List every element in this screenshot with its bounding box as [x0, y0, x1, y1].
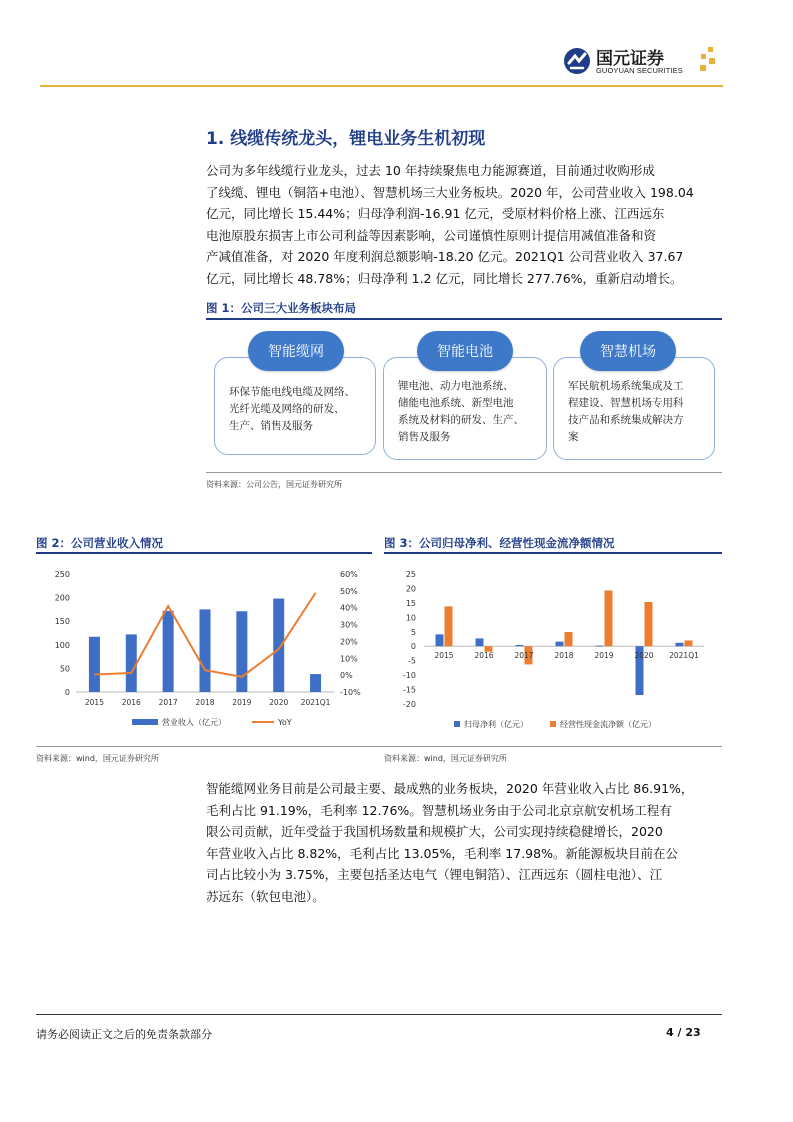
revenue-bar — [126, 634, 137, 692]
net-profit-bar — [596, 646, 604, 647]
segment-desc-line: 销售及服务 — [398, 431, 451, 443]
cashflow-bar — [685, 640, 693, 646]
x-tick-label: 2018 — [195, 698, 215, 707]
logo-subtitle: GUOYUAN SECURITIES — [596, 66, 683, 75]
profit-cashflow-chart — [384, 560, 722, 740]
legend-swatch-cashflow — [550, 721, 556, 727]
y-tick-label: -20 — [402, 700, 416, 709]
figure1-source: 资料来源：公司公告，国元证券研究所 — [206, 480, 342, 489]
net-profit-bar — [436, 634, 444, 646]
segment-pill-airport: 智慧机场 — [580, 331, 676, 371]
x-tick-label: 2018 — [554, 651, 574, 661]
x-tick-label: 2021Q1 — [669, 651, 699, 661]
logo-emblem-icon — [562, 46, 592, 76]
y-left-tick-label: 100 — [54, 640, 70, 650]
x-tick-label: 2020 — [634, 651, 654, 661]
y-right-tick-label: 30% — [340, 620, 358, 630]
y-tick-label: -5 — [408, 656, 416, 666]
y-left-tick-label: 200 — [54, 593, 70, 603]
x-tick-label: 2021Q1 — [300, 698, 331, 707]
segment-desc-line: 技产品和系统集成解决方 — [568, 414, 684, 426]
x-tick-label: 2016 — [121, 698, 141, 707]
legend-swatch-net-profit — [454, 721, 460, 727]
figure1-rule — [206, 318, 722, 320]
segment-desc-line: 军民航机场系统集成及工 — [568, 380, 684, 392]
y-tick-label: 15 — [405, 598, 416, 608]
footer-rule — [36, 1014, 722, 1015]
figure2-title: 图 2：公司营业收入情况 — [36, 536, 164, 550]
figure1-bottom-rule — [206, 472, 722, 473]
header-rule — [40, 85, 723, 87]
intro-line: 产减值准备，对 2020 年度利润总额影响-18.20 亿元。2021Q1 公司营业收入 37.67 — [206, 249, 684, 264]
y-right-tick-label: 60% — [340, 570, 358, 579]
figure2-rule — [36, 552, 372, 554]
y-tick-label: -10 — [402, 671, 416, 681]
x-tick-label: 2020 — [269, 698, 289, 707]
revenue-bar — [89, 637, 100, 692]
segment-desc-line: 储能电池系统、新型电池 — [398, 397, 514, 409]
y-left-tick-label: 250 — [54, 570, 70, 579]
y-tick-label: 25 — [405, 570, 416, 579]
net-profit-bar — [676, 643, 684, 646]
header-logo — [562, 44, 722, 80]
revenue-bar — [200, 609, 211, 692]
intro-line: 亿元，同比增长 15.44%；归母净利润-16.91 亿元，受原材料价格上涨、江西远东 — [206, 206, 665, 221]
x-tick-label: 2017 — [158, 698, 178, 707]
net-profit-bar — [516, 645, 524, 646]
segment-box-battery — [383, 357, 547, 460]
figures-bottom-rule — [36, 746, 722, 747]
revenue-bar — [236, 611, 247, 692]
segment-box-airport — [553, 357, 715, 460]
legend-label-cashflow: 经营性现金流净额（亿元） — [560, 720, 656, 729]
segment-desc-line: 环保节能电线电缆及网络、 — [229, 386, 355, 398]
segment-desc-line: 光纤光缆及网络的研发、 — [229, 403, 345, 415]
cashflow-bar — [645, 602, 653, 646]
segment-desc-line: 锂电池、动力电池系统、 — [398, 380, 514, 392]
y-right-tick-label: 50% — [340, 586, 358, 596]
segment-desc-line: 案 — [568, 431, 579, 443]
y-right-tick-label: 10% — [340, 654, 358, 664]
y-tick-label: 20 — [405, 584, 416, 594]
y-tick-label: 10 — [405, 613, 416, 623]
body-line: 年营业收入占比 8.82%，毛利占比 13.05%，毛利率 17.98%。新能源板块目前在公 — [206, 845, 678, 861]
cashflow-bar — [445, 606, 453, 646]
section-title: 1. 线缆传统龙头，锂电业务生机初现 — [206, 129, 486, 149]
segment-pill-cable: 智能缆网 — [248, 331, 344, 371]
y-left-tick-label: 0 — [64, 688, 70, 697]
segment-desc-line: 程建设、智慧机场专用科 — [568, 397, 684, 409]
y-tick-label: 5 — [410, 627, 416, 637]
body-line: 毛利占比 91.19%，毛利率 12.76%。智慧机场业务由于公司北京京航安机场工程有 — [206, 802, 672, 818]
body-line: 智能缆网业务目前是公司最主要、最成熟的业务板块，2020 年营业收入占比 86.91%， — [206, 781, 694, 796]
body-line: 苏远东（软包电池）。 — [206, 888, 325, 904]
revenue-bar — [310, 674, 321, 692]
net-profit-bar — [476, 638, 484, 646]
y-tick-label: 0 — [410, 642, 416, 652]
y-left-tick-label: 150 — [54, 617, 70, 627]
revenue-chart — [36, 560, 372, 740]
y-right-tick-label: 0% — [340, 671, 353, 681]
intro-line: 电池原股东损害上市公司利益等因素影响，公司谨慎性原则计提信用减值准备和资 — [206, 227, 657, 243]
cashflow-bar — [565, 632, 573, 646]
body-line: 司占比较小为 3.75%，主要包括圣达电气（锂电铜箔）、江西远东（圆柱电池）、江 — [206, 867, 663, 882]
intro-line: 公司为多年线缆行业龙头，过去 10 年持续聚焦电力能源赛道，目前通过收购形成 — [206, 163, 655, 178]
page-number: 4 / 23 — [666, 1026, 701, 1039]
logo-accent-squares-icon — [698, 47, 718, 75]
figure3-rule — [384, 552, 722, 554]
footer-disclaimer: 请务必阅读正文之后的免责条款部分 — [36, 1028, 212, 1041]
x-tick-label: 2015 — [434, 651, 454, 661]
x-tick-label: 2015 — [84, 698, 104, 707]
revenue-bar — [273, 599, 284, 692]
y-right-tick-label: 40% — [340, 603, 358, 613]
net-profit-bar — [556, 642, 564, 647]
figure3-title: 图 3：公司归母净利、经营性现金流净额情况 — [384, 536, 615, 550]
body-line: 限公司贡献，近年受益于我国机场数量和规模扩大，公司实现持续稳健增长，2020 — [206, 824, 663, 839]
y-left-tick-label: 50 — [59, 664, 70, 674]
figure3-source: 资料来源：wind，国元证券研究所 — [384, 754, 507, 763]
intro-line: 亿元，同比增长 48.78%；归母净利 1.2 亿元，同比增长 277.76%，重新启动增长。 — [206, 270, 683, 286]
legend-label-net-profit: 归母净利（亿元） — [464, 720, 528, 729]
segment-box-cable — [214, 357, 376, 455]
legend-label-yoy: YoY — [278, 718, 292, 727]
figure2-source: 资料来源：wind，国元证券研究所 — [36, 754, 159, 763]
segment-pill-battery: 智能电池 — [417, 331, 513, 371]
intro-paragraph — [206, 160, 722, 289]
logo-name: 国元证券 — [596, 49, 664, 69]
x-tick-label: 2019 — [594, 651, 614, 661]
x-tick-label: 2017 — [514, 651, 534, 661]
revenue-bar — [163, 611, 174, 692]
figure1-title: 图 1：公司三大业务板块布局 — [206, 301, 357, 315]
body-paragraph — [206, 778, 722, 907]
y-right-tick-label: -10% — [340, 688, 361, 697]
legend-swatch-revenue — [132, 719, 158, 725]
segment-desc-line: 生产、销售及服务 — [229, 420, 313, 432]
cashflow-bar — [605, 590, 613, 646]
intro-line: 了线缆、锂电（铜箔+电池）、智慧机场三大业务板块。2020 年，公司营业收入 198.04 — [206, 184, 694, 200]
x-tick-label: 2019 — [232, 698, 252, 707]
y-right-tick-label: 20% — [340, 637, 358, 647]
legend-label-revenue: 营业收入（亿元） — [162, 718, 226, 727]
y-tick-label: -15 — [402, 685, 416, 695]
x-tick-label: 2016 — [474, 651, 494, 661]
segment-desc-line: 系统及材料的研发、生产、 — [398, 414, 524, 426]
